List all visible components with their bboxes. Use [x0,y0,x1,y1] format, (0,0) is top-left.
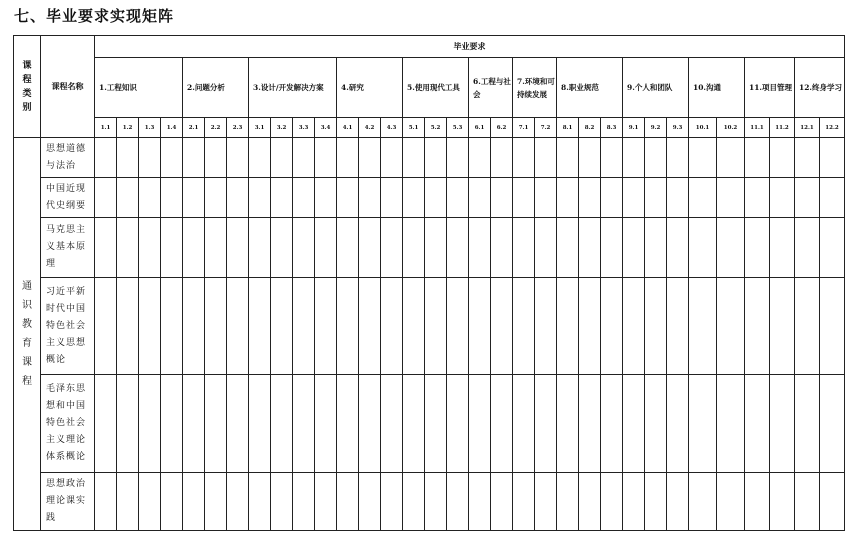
requirement-mark-cell [315,473,337,531]
requirement-mark-cell [770,473,795,531]
table-row [14,473,845,531]
requirement-mark-cell [535,375,557,473]
requirement-mark-cell [717,138,745,178]
requirements-header: 毕业要求 [95,36,845,58]
requirement-mark-cell [139,375,161,473]
requirement-mark-cell [579,218,601,278]
requirement-mark-cell [227,138,249,178]
requirement-group: 10.沟通 [689,58,745,118]
requirement-mark-cell [623,178,645,218]
requirement-mark-cell [381,218,403,278]
requirement-mark-cell [623,375,645,473]
requirement-mark-cell [359,218,381,278]
table-row [14,138,845,178]
indicator-number: 3.2 [271,118,293,138]
course-name-header: 课程名称 [41,36,95,138]
requirement-mark-cell [227,473,249,531]
requirement-mark-cell [513,178,535,218]
requirement-mark-cell [745,278,770,375]
requirement-mark-cell [205,218,227,278]
requirement-group: 8.职业规范 [557,58,623,118]
requirement-mark-cell [535,473,557,531]
indicator-number: 1.3 [139,118,161,138]
requirement-group: 3.设计/开发解决方案 [249,58,337,118]
indicator-number: 3.3 [293,118,315,138]
requirement-mark-cell [447,375,469,473]
category-header: 课 程 类 别 [14,36,41,138]
indicator-number: 3.1 [249,118,271,138]
requirement-mark-cell [183,178,205,218]
indicator-number: 1.1 [95,118,117,138]
requirement-mark-cell [227,178,249,218]
requirement-mark-cell [820,178,845,218]
requirement-mark-cell [337,138,359,178]
requirement-mark-cell [161,278,183,375]
requirement-mark-cell [579,278,601,375]
requirement-group: 5.使用现代工具 [403,58,469,118]
requirement-mark-cell [161,375,183,473]
indicator-number: 9.2 [645,118,667,138]
requirement-mark-cell [770,218,795,278]
requirement-mark-cell [293,473,315,531]
requirement-mark-cell [403,178,425,218]
requirement-mark-cell [161,178,183,218]
requirement-mark-cell [205,473,227,531]
requirement-mark-cell [745,218,770,278]
requirement-mark-cell [557,375,579,473]
indicator-number: 10.1 [689,118,717,138]
requirement-mark-cell [183,375,205,473]
graduation-requirements-matrix [13,35,845,531]
requirement-mark-cell [139,138,161,178]
requirement-mark-cell [745,138,770,178]
requirement-mark-cell [293,278,315,375]
requirement-mark-cell [579,178,601,218]
requirement-mark-cell [337,375,359,473]
requirement-mark-cell [205,178,227,218]
requirement-mark-cell [601,375,623,473]
requirement-mark-cell [770,138,795,178]
requirement-mark-cell [717,473,745,531]
requirement-mark-cell [183,278,205,375]
requirement-mark-cell [601,278,623,375]
requirement-mark-cell [447,473,469,531]
requirement-mark-cell [359,278,381,375]
requirement-mark-cell [717,178,745,218]
requirement-mark-cell [381,278,403,375]
requirement-mark-cell [623,473,645,531]
requirement-mark-cell [161,218,183,278]
requirement-mark-cell [645,138,667,178]
requirement-mark-cell [425,473,447,531]
requirement-mark-cell [535,138,557,178]
requirement-mark-cell [469,218,491,278]
requirement-mark-cell [579,473,601,531]
requirement-mark-cell [601,138,623,178]
indicator-number: 3.4 [315,118,337,138]
requirement-mark-cell [205,375,227,473]
requirement-mark-cell [293,375,315,473]
requirement-mark-cell [491,178,513,218]
requirement-mark-cell [271,375,293,473]
requirement-mark-cell [795,178,820,218]
requirement-mark-cell [601,218,623,278]
requirement-mark-cell [717,375,745,473]
requirement-mark-cell [513,278,535,375]
requirement-mark-cell [425,178,447,218]
indicator-number: 7.1 [513,118,535,138]
requirement-mark-cell [139,178,161,218]
requirement-mark-cell [535,178,557,218]
requirement-mark-cell [117,138,139,178]
indicator-number: 5.1 [403,118,425,138]
requirement-mark-cell [403,473,425,531]
requirement-mark-cell [469,138,491,178]
requirement-mark-cell [491,278,513,375]
requirement-mark-cell [717,218,745,278]
requirement-mark-cell [491,473,513,531]
requirement-mark-cell [623,278,645,375]
requirement-mark-cell [667,375,689,473]
requirement-mark-cell [795,278,820,375]
requirement-group: 1.工程知识 [95,58,183,118]
requirement-mark-cell [337,473,359,531]
requirement-mark-cell [770,278,795,375]
requirement-mark-cell [469,278,491,375]
indicator-number: 8.3 [601,118,623,138]
requirement-mark-cell [117,178,139,218]
requirement-mark-cell [359,178,381,218]
requirement-mark-cell [795,218,820,278]
requirement-mark-cell [689,138,717,178]
indicator-number: 5.3 [447,118,469,138]
requirement-mark-cell [249,218,271,278]
requirement-group: 4.研究 [337,58,403,118]
requirement-mark-cell [337,178,359,218]
requirement-mark-cell [469,473,491,531]
requirement-mark-cell [645,218,667,278]
requirement-mark-cell [645,178,667,218]
requirement-mark-cell [117,473,139,531]
indicator-number: 7.2 [535,118,557,138]
requirement-mark-cell [795,473,820,531]
requirement-mark-cell [117,218,139,278]
requirement-group: 11.项目管理 [745,58,795,118]
indicator-number: 9.3 [667,118,689,138]
requirement-mark-cell [469,178,491,218]
requirement-mark-cell [601,473,623,531]
requirement-mark-cell [337,218,359,278]
course-name-cell: 思想政治理论课实践 [41,473,95,531]
requirement-mark-cell [557,218,579,278]
requirement-mark-cell [667,178,689,218]
course-category-cell: 通 识 教 育 课 程 [14,138,41,531]
indicator-number: 1.4 [161,118,183,138]
requirement-mark-cell [820,278,845,375]
requirement-mark-cell [249,375,271,473]
requirement-mark-cell [425,218,447,278]
course-name-cell: 中国近现代史纲要 [41,178,95,218]
requirement-mark-cell [513,138,535,178]
requirement-mark-cell [315,375,337,473]
requirement-mark-cell [717,278,745,375]
indicator-number: 8.1 [557,118,579,138]
requirement-mark-cell [381,138,403,178]
requirement-mark-cell [293,218,315,278]
requirement-mark-cell [579,375,601,473]
requirement-mark-cell [425,278,447,375]
requirement-mark-cell [117,278,139,375]
requirement-mark-cell [513,473,535,531]
requirement-mark-cell [689,278,717,375]
requirement-mark-cell [271,138,293,178]
indicator-number: 12.2 [820,118,845,138]
indicator-number: 11.2 [770,118,795,138]
requirement-mark-cell [249,278,271,375]
requirement-mark-cell [447,138,469,178]
indicator-number: 2.1 [183,118,205,138]
indicator-number: 5.2 [425,118,447,138]
requirement-mark-cell [403,218,425,278]
requirement-mark-cell [820,218,845,278]
requirement-mark-cell [95,178,117,218]
requirement-mark-cell [271,473,293,531]
indicator-number: 4.2 [359,118,381,138]
requirement-mark-cell [381,178,403,218]
requirement-mark-cell [337,278,359,375]
requirement-mark-cell [770,178,795,218]
requirement-mark-cell [623,218,645,278]
indicator-number: 4.3 [381,118,403,138]
requirement-mark-cell [689,178,717,218]
requirement-mark-cell [249,178,271,218]
requirement-mark-cell [315,138,337,178]
course-name-cell: 思想道德与法治 [41,138,95,178]
course-name-cell: 毛泽东思想和中国特色社会主义理论体系概论 [41,375,95,473]
requirement-mark-cell [447,278,469,375]
requirement-mark-cell [139,218,161,278]
requirement-mark-cell [161,473,183,531]
requirement-mark-cell [689,218,717,278]
requirement-mark-cell [820,375,845,473]
indicator-number: 11.1 [745,118,770,138]
requirement-mark-cell [95,138,117,178]
requirement-mark-cell [745,178,770,218]
requirement-mark-cell [139,473,161,531]
requirement-mark-cell [425,138,447,178]
requirement-mark-cell [139,278,161,375]
requirement-mark-cell [689,473,717,531]
requirement-mark-cell [491,375,513,473]
requirement-mark-cell [271,278,293,375]
indicator-number: 10.2 [717,118,745,138]
requirement-mark-cell [745,473,770,531]
page-title: 七、毕业要求实现矩阵 [14,7,175,25]
requirement-mark-cell [227,218,249,278]
requirement-mark-cell [381,375,403,473]
requirement-mark-cell [770,375,795,473]
indicator-number: 1.2 [117,118,139,138]
requirement-mark-cell [820,473,845,531]
requirement-mark-cell [447,178,469,218]
requirement-mark-cell [227,375,249,473]
requirement-group: 6.工程与社会 [469,58,513,118]
requirement-mark-cell [161,138,183,178]
requirement-mark-cell [425,375,447,473]
requirement-mark-cell [117,375,139,473]
requirement-mark-cell [667,218,689,278]
requirement-mark-cell [183,473,205,531]
requirement-mark-cell [535,218,557,278]
requirement-mark-cell [95,375,117,473]
requirement-mark-cell [183,218,205,278]
requirement-mark-cell [403,138,425,178]
requirement-mark-cell [513,375,535,473]
requirement-mark-cell [667,278,689,375]
requirement-mark-cell [95,473,117,531]
requirement-mark-cell [205,138,227,178]
requirement-mark-cell [293,138,315,178]
requirement-mark-cell [645,375,667,473]
requirement-mark-cell [205,278,227,375]
requirement-mark-cell [95,218,117,278]
indicator-number: 9.1 [623,118,645,138]
requirement-mark-cell [271,218,293,278]
requirement-mark-cell [579,138,601,178]
requirement-mark-cell [491,138,513,178]
requirement-mark-cell [623,138,645,178]
indicator-number: 12.1 [795,118,820,138]
requirement-mark-cell [359,138,381,178]
requirement-mark-cell [557,178,579,218]
requirement-mark-cell [271,178,293,218]
requirement-mark-cell [95,278,117,375]
requirement-mark-cell [469,375,491,473]
requirement-mark-cell [381,473,403,531]
requirement-mark-cell [293,178,315,218]
requirement-mark-cell [667,138,689,178]
requirement-group: 7.环境和可持续发展 [513,58,557,118]
indicator-number: 2.3 [227,118,249,138]
requirement-mark-cell [645,278,667,375]
indicator-number: 2.2 [205,118,227,138]
requirement-mark-cell [227,278,249,375]
requirement-mark-cell [315,278,337,375]
requirement-mark-cell [315,178,337,218]
course-name-cell: 马克思主义基本原理 [41,218,95,278]
requirement-mark-cell [403,278,425,375]
requirement-mark-cell [359,473,381,531]
table-row [14,278,845,375]
requirement-mark-cell [491,218,513,278]
requirement-mark-cell [667,473,689,531]
requirement-mark-cell [795,138,820,178]
requirement-mark-cell [601,178,623,218]
requirement-mark-cell [513,218,535,278]
requirement-mark-cell [535,278,557,375]
requirement-group: 9.个人和团队 [623,58,689,118]
requirement-mark-cell [795,375,820,473]
indicator-number: 8.2 [579,118,601,138]
requirement-mark-cell [315,218,337,278]
table-row [14,375,845,473]
requirement-mark-cell [557,278,579,375]
course-name-cell: 习近平新时代中国特色社会主义思想概论 [41,278,95,375]
indicator-number: 4.1 [337,118,359,138]
requirement-mark-cell [645,473,667,531]
requirement-mark-cell [820,138,845,178]
requirement-mark-cell [447,218,469,278]
indicator-number: 6.1 [469,118,491,138]
requirement-mark-cell [557,473,579,531]
table-row [14,218,845,278]
indicator-number: 6.2 [491,118,513,138]
requirement-mark-cell [745,375,770,473]
requirement-mark-cell [403,375,425,473]
requirement-mark-cell [557,138,579,178]
table-row [14,178,845,218]
requirement-mark-cell [249,473,271,531]
requirement-mark-cell [249,138,271,178]
requirement-mark-cell [359,375,381,473]
requirement-mark-cell [183,138,205,178]
requirement-group: 2.问题分析 [183,58,249,118]
requirement-group: 12.终身学习 [795,58,845,118]
requirement-mark-cell [689,375,717,473]
